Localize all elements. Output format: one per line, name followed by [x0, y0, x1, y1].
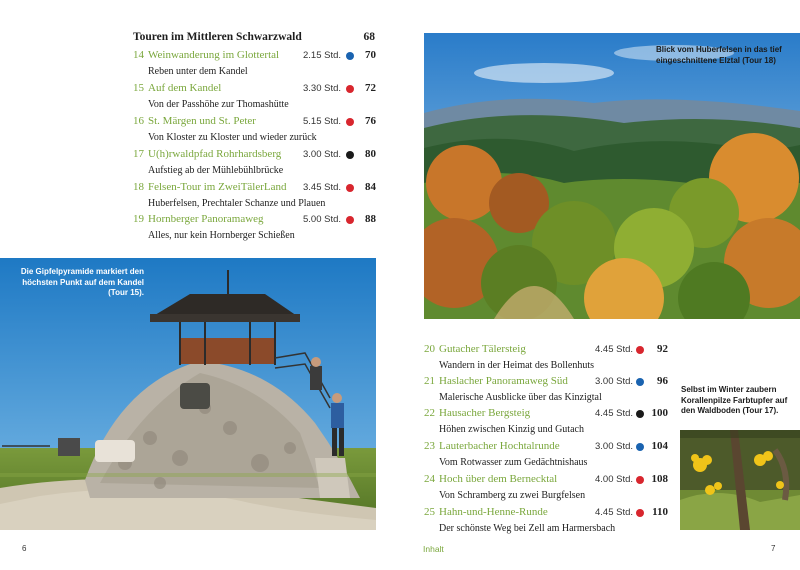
tour-subtitle: Der schönste Weg bei Zell am Harmersbach	[439, 523, 616, 534]
tour-name: Gutacher Tälersteig	[439, 343, 526, 355]
tour-number: 24	[424, 473, 435, 485]
footer-contents-label: Inhalt	[423, 544, 444, 554]
page-number-right: 7	[771, 544, 776, 553]
tour-page: 76	[365, 115, 376, 127]
difficulty-dot-red	[636, 346, 644, 354]
tour-subtitle: Von Kloster zu Kloster und wieder zurück	[148, 132, 317, 143]
difficulty-dot-black	[346, 151, 354, 159]
difficulty-dot-blue	[636, 443, 644, 451]
photo-kandel-tower	[0, 258, 376, 530]
tour-number: 21	[424, 375, 435, 387]
tour-name: Auf dem Kandel	[148, 82, 222, 94]
tour-page: 92	[657, 343, 668, 355]
tour-page: 108	[651, 473, 668, 485]
tour-duration: 3.00 Std.	[303, 149, 342, 160]
tour-number: 20	[424, 343, 435, 355]
tour-subtitle: Von Schramberg zu zwei Burgfelsen	[439, 490, 586, 501]
tour-name: U(h)rwaldpfad Rohrhardsberg	[148, 148, 282, 160]
difficulty-dot-red	[346, 85, 354, 93]
tour-name: Felsen-Tour im ZweiTälerLand	[148, 181, 287, 193]
difficulty-dot-black	[636, 410, 644, 418]
tour-duration: 3.00 Std.	[595, 441, 634, 452]
difficulty-dot-blue	[636, 378, 644, 386]
tour-number: 19	[133, 213, 144, 225]
tour-duration: 3.00 Std.	[595, 376, 634, 387]
tour-page: 70	[365, 49, 376, 61]
tour-duration: 4.00 Std.	[595, 474, 634, 485]
photo-kandel-tower-image	[0, 258, 376, 530]
tour-page: 80	[365, 148, 376, 160]
tour-entry-14[interactable]	[133, 49, 376, 83]
tour-duration: 5.15 Std.	[303, 116, 342, 127]
tour-number: 25	[424, 506, 435, 518]
tour-subtitle: Reben unter dem Kandel	[148, 66, 248, 77]
difficulty-dot-blue	[346, 52, 354, 60]
tour-duration: 4.45 Std.	[595, 408, 634, 419]
tour-entry-21[interactable]	[424, 375, 668, 409]
tour-name: Hornberger Panoramaweg	[148, 213, 264, 225]
tour-duration: 2.15 Std.	[303, 50, 342, 61]
tour-page: 72	[365, 82, 376, 94]
tour-number: 15	[133, 82, 144, 94]
page-number-left: 6	[22, 544, 27, 553]
tour-number: 18	[133, 181, 144, 193]
tour-name: St. Märgen und St. Peter	[148, 115, 256, 127]
tour-page: 100	[651, 407, 668, 419]
tour-subtitle: Höhen zwischen Kinzig und Gutach	[439, 424, 584, 435]
difficulty-dot-red	[346, 184, 354, 192]
tour-number: 16	[133, 115, 144, 127]
tour-page: 84	[365, 181, 376, 193]
tour-duration: 4.45 Std.	[595, 344, 634, 355]
tour-entry-16[interactable]	[133, 115, 376, 149]
tour-subtitle: Huberfelsen, Prechtaler Schanze und Plauen	[148, 198, 326, 209]
tour-number: 17	[133, 148, 144, 160]
photo-elztal-valley	[424, 33, 800, 319]
tour-number: 14	[133, 49, 144, 61]
photo-elztal-image	[424, 33, 800, 319]
tour-entry-25[interactable]	[424, 506, 668, 540]
tour-number: 23	[424, 440, 435, 452]
tour-page: 96	[657, 375, 668, 387]
tour-name: Hahn-und-Henne-Runde	[439, 506, 548, 518]
section-title: Touren im Mittleren Schwarzwald	[133, 31, 302, 43]
tour-duration: 3.45 Std.	[303, 182, 342, 193]
tour-subtitle: Vom Rotwasser zum Gedächtnishaus	[439, 457, 588, 468]
tour-name: Lauterbacher Hochtalrunde	[439, 440, 560, 452]
tour-name: Weinwanderung im Glottertal	[148, 49, 280, 61]
difficulty-dot-red	[636, 509, 644, 517]
tour-duration: 4.45 Std.	[595, 507, 634, 518]
tour-name: Hausacher Bergsteig	[439, 407, 531, 419]
tour-subtitle: Wandern in der Heimat des Bollenhuts	[439, 360, 594, 371]
tour-entry-19[interactable]	[133, 213, 376, 247]
tour-duration: 3.30 Std.	[303, 83, 342, 94]
tour-subtitle: Malerische Ausblicke über das Kinzigtal	[439, 392, 602, 403]
tour-entry-22[interactable]	[424, 407, 668, 441]
tour-entry-20[interactable]	[424, 343, 668, 377]
difficulty-dot-red	[346, 216, 354, 224]
photo-coral-fungi	[680, 430, 800, 530]
caption-fungi: Selbst im Winter zaubern Korallenpilze Farbtupfer auf den Waldboden (Tour 17).	[681, 385, 788, 415]
difficulty-dot-red	[346, 118, 354, 126]
tour-entry-24[interactable]	[424, 473, 668, 507]
photo-coral-fungi-image	[680, 430, 800, 530]
caption-valley: Blick vom Huberfelsen in das tief eingeschnittene Elztal (Tour 18)	[656, 45, 782, 65]
section-page-number: 68	[363, 31, 375, 43]
tour-name: Hoch über dem Bernecktal	[439, 473, 558, 485]
caption-tower: Die Gipfelpyramide markiert den höchsten Punkt auf dem Kandel (Tour 15).	[20, 267, 144, 297]
tour-entry-17[interactable]	[133, 148, 376, 182]
tour-page: 110	[652, 506, 668, 518]
tour-entry-18[interactable]	[133, 181, 376, 215]
tour-entry-15[interactable]	[133, 82, 376, 116]
tour-subtitle: Aufstieg ab der Mühlebühlbrücke	[148, 165, 284, 176]
tour-subtitle: Alles, nur kein Hornberger Schießen	[148, 230, 295, 241]
tour-duration: 5.00 Std.	[303, 214, 342, 225]
tour-number: 22	[424, 407, 435, 419]
tour-name: Haslacher Panoramaweg Süd	[439, 375, 568, 387]
tour-page: 104	[651, 440, 668, 452]
tour-page: 88	[365, 213, 376, 225]
difficulty-dot-red	[636, 476, 644, 484]
tour-subtitle: Von der Passhöhe zur Thomashütte	[148, 99, 289, 110]
tour-entry-23[interactable]	[424, 440, 668, 474]
